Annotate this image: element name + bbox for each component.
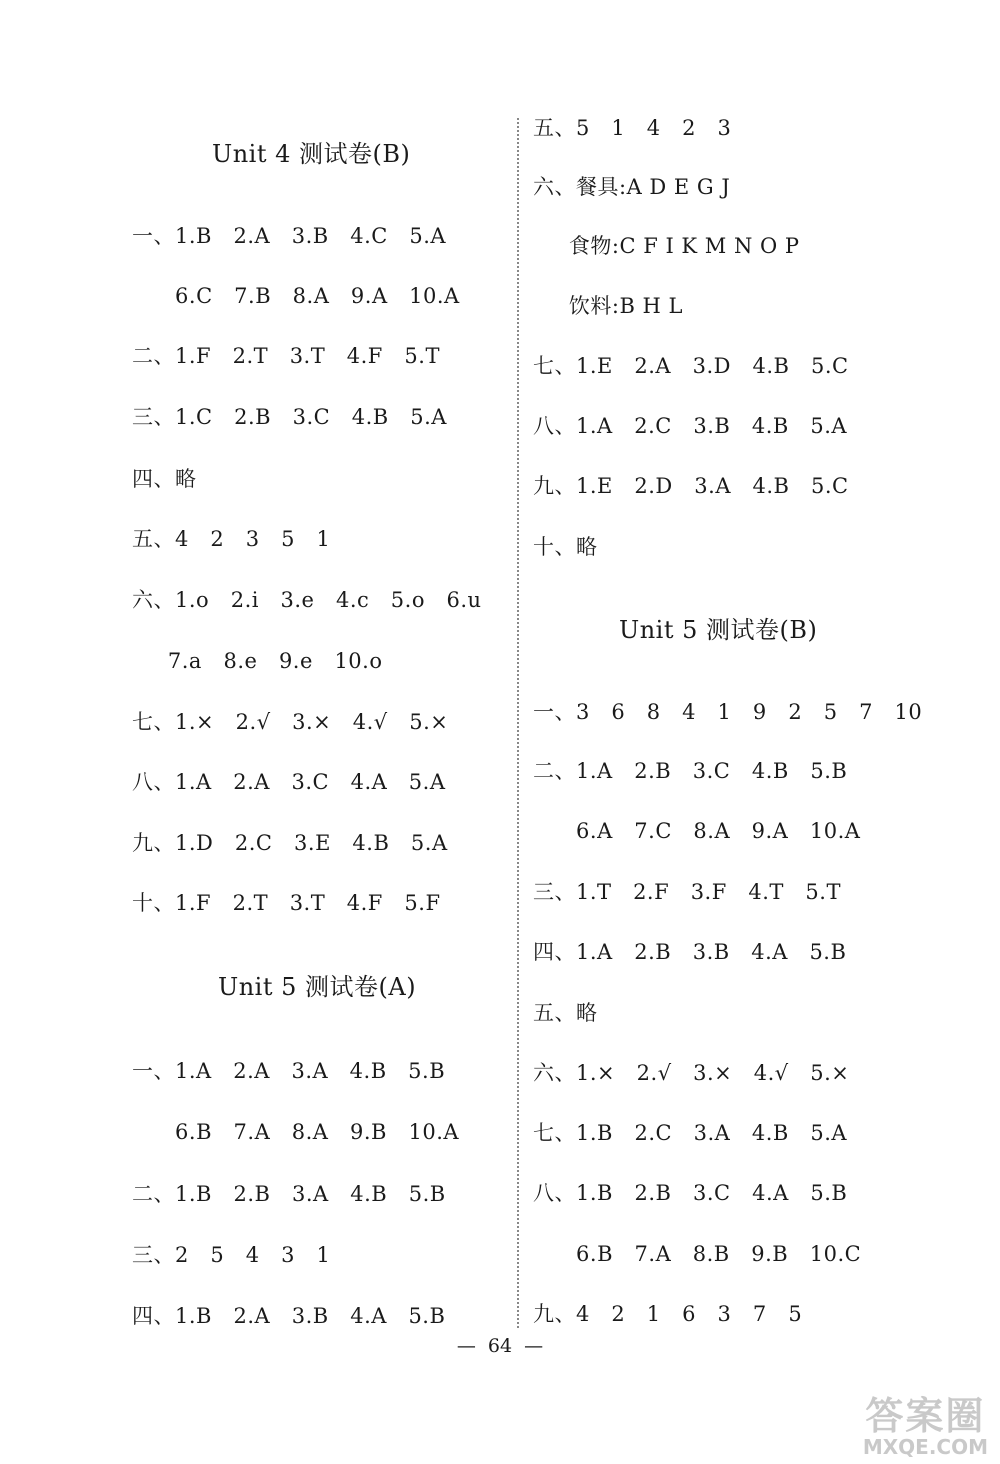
answer-line: 八、1.B 2.B 3.C 4.A 5.B xyxy=(533,1181,848,1205)
answer-line: 五、5 1 4 2 3 xyxy=(533,116,732,140)
answer-line: 6.C 7.B 8.A 9.A 10.A xyxy=(132,284,460,308)
answer-line: 饮料:B H L xyxy=(533,294,683,318)
watermark-logo: 答案圈 xyxy=(865,1394,986,1438)
unit5b-title: Unit 5 测试卷(B) xyxy=(619,616,818,644)
answer-line: 五、略 xyxy=(533,1001,598,1025)
answer-line: 六、餐具:A D E G J xyxy=(533,175,731,199)
answer-line: 食物:C F I K M N O P xyxy=(533,234,800,258)
answer-line: 6.A 7.C 8.A 9.A 10.A xyxy=(533,819,861,843)
answer-line: 六、1.× 2.√ 3.× 4.√ 5.× xyxy=(533,1061,850,1085)
answer-line: 八、1.A 2.A 3.C 4.A 5.A xyxy=(132,770,446,794)
answer-line: 十、略 xyxy=(533,535,598,559)
answer-line: 三、1.T 2.F 3.F 4.T 5.T xyxy=(533,880,841,904)
answer-line: 四、1.A 2.B 3.B 4.A 5.B xyxy=(533,940,847,964)
watermark-url: MXQE.COM xyxy=(862,1435,988,1459)
answer-line: 二、1.A 2.B 3.C 4.B 5.B xyxy=(533,759,848,783)
unit5a-title: Unit 5 测试卷(A) xyxy=(218,973,417,1001)
answer-line: 7.a 8.e 9.e 10.o xyxy=(132,649,383,673)
page-number: — 64 — xyxy=(456,1335,544,1357)
answer-line: 十、1.F 2.T 3.T 4.F 5.F xyxy=(132,891,441,915)
answer-line: 四、略 xyxy=(132,467,197,491)
answer-line: 四、1.B 2.A 3.B 4.A 5.B xyxy=(132,1304,446,1328)
answer-line: 一、3 6 8 4 1 9 2 5 7 10 xyxy=(533,700,923,724)
answer-line: 一、1.B 2.A 3.B 4.C 5.A xyxy=(132,224,447,248)
answer-line: 六、1.o 2.i 3.e 4.c 5.o 6.u xyxy=(132,588,482,612)
answer-line: 五、4 2 3 5 1 xyxy=(132,527,331,551)
unit4b-title: Unit 4 测试卷(B) xyxy=(212,140,411,168)
answer-line: 九、1.E 2.D 3.A 4.B 5.C xyxy=(533,474,849,498)
answer-line: 七、1.× 2.√ 3.× 4.√ 5.× xyxy=(132,710,449,734)
answer-line: 七、1.B 2.C 3.A 4.B 5.A xyxy=(533,1121,848,1145)
answer-line: 八、1.A 2.C 3.B 4.B 5.A xyxy=(533,414,848,438)
answer-line: 三、2 5 4 3 1 xyxy=(132,1243,331,1267)
watermark xyxy=(863,1396,988,1458)
answer-line: 三、1.C 2.B 3.C 4.B 5.A xyxy=(132,405,447,429)
answer-line: 七、1.E 2.A 3.D 4.B 5.C xyxy=(533,354,849,378)
answer-line: 6.B 7.A 8.B 9.B 10.C xyxy=(533,1242,862,1266)
answer-line: 九、4 2 1 6 3 7 5 xyxy=(533,1302,803,1326)
answer-line: 二、1.B 2.B 3.A 4.B 5.B xyxy=(132,1182,446,1206)
column-divider xyxy=(517,118,519,1328)
answer-line: 二、1.F 2.T 3.T 4.F 5.T xyxy=(132,344,440,368)
answer-line: 6.B 7.A 8.A 9.B 10.A xyxy=(132,1120,460,1144)
answer-line: 一、1.A 2.A 3.A 4.B 5.B xyxy=(132,1059,446,1083)
answer-line: 九、1.D 2.C 3.E 4.B 5.A xyxy=(132,831,448,855)
